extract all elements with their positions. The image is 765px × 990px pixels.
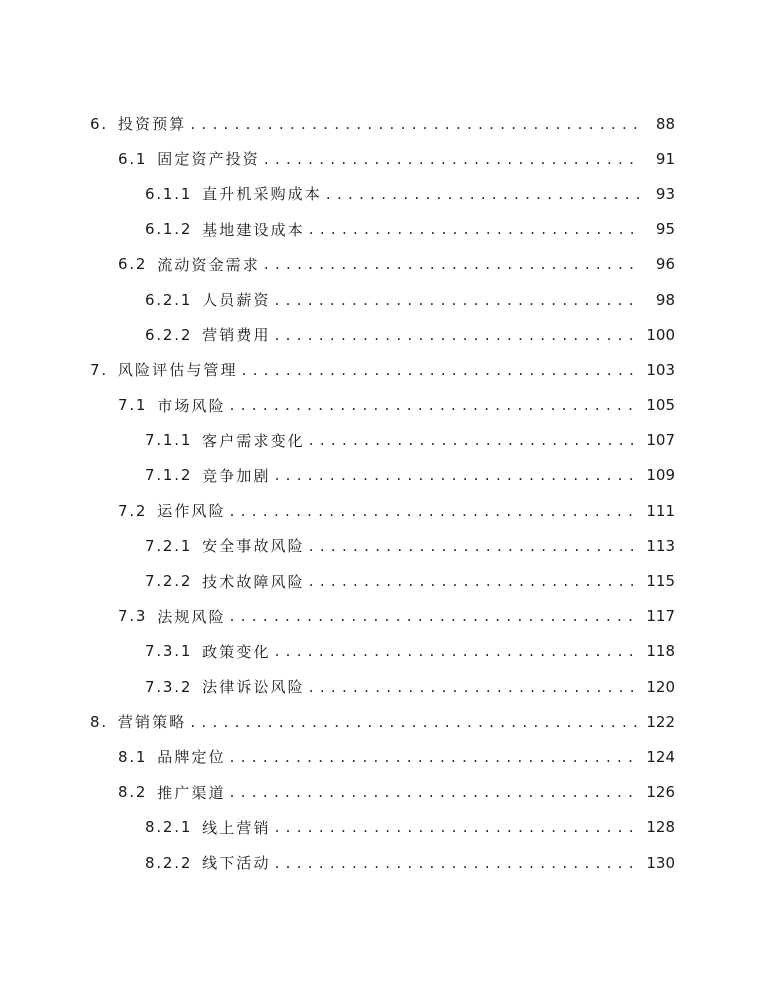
entry-title: 品牌定位 [157, 748, 226, 767]
dot-leader [309, 536, 639, 556]
toc-entry[interactable] [0, 176, 765, 211]
entry-title: 人员薪资 [202, 291, 271, 310]
entry-page-number: 95 [655, 220, 675, 239]
toc-entry[interactable] [0, 563, 765, 598]
entry-number: 7.2.2 [145, 572, 193, 591]
entry-page-number: 130 [646, 853, 675, 872]
toc-entry[interactable] [0, 810, 765, 845]
entry-title: 直升机采购成本 [202, 185, 322, 204]
entry-title: 竞争加剧 [202, 466, 271, 485]
dot-leader [190, 712, 639, 732]
entry-title: 运作风险 [157, 502, 226, 521]
entry-title: 客户需求变化 [202, 431, 305, 450]
table-of-contents [0, 106, 765, 880]
dot-leader [309, 430, 639, 450]
toc-entry[interactable] [0, 599, 765, 634]
dot-leader [230, 501, 639, 521]
dot-leader [326, 184, 639, 204]
toc-entry[interactable] [0, 317, 765, 352]
entry-page-number: 118 [646, 642, 675, 661]
entry-title: 营销策略 [117, 713, 187, 732]
entry-page-number: 88 [655, 114, 675, 133]
dot-leader [309, 571, 639, 591]
dot-leader [190, 114, 639, 134]
entry-page-number: 113 [646, 536, 675, 555]
entry-page-number: 124 [646, 747, 675, 766]
entry-number: 7.3.1 [145, 642, 193, 661]
dot-leader [230, 747, 639, 767]
toc-entry[interactable] [0, 212, 765, 247]
entry-number: 7. [90, 360, 108, 379]
dot-leader [230, 395, 639, 415]
dot-leader [275, 325, 639, 345]
entry-page-number: 105 [646, 396, 675, 415]
entry-page-number: 111 [646, 501, 675, 520]
entry-title: 安全事故风险 [202, 537, 305, 556]
entry-number: 7.1.1 [145, 431, 193, 450]
toc-entry[interactable] [0, 423, 765, 458]
entry-number: 7.2 [118, 501, 148, 520]
entry-number: 6.2.1 [145, 290, 193, 309]
entry-number: 8.2.2 [145, 853, 193, 872]
dot-leader [242, 360, 639, 380]
entry-title: 法规风险 [157, 607, 226, 626]
toc-entry[interactable] [0, 141, 765, 176]
entry-number: 8.1 [118, 747, 148, 766]
toc-entry[interactable] [0, 388, 765, 423]
entry-number: 7.2.1 [145, 536, 193, 555]
entry-title: 固定资产投资 [157, 150, 260, 169]
entry-title: 线上营销 [202, 818, 271, 837]
entry-title: 营销费用 [202, 326, 271, 345]
entry-page-number: 109 [646, 466, 675, 485]
toc-entry[interactable] [0, 775, 765, 810]
toc-entry[interactable] [0, 669, 765, 704]
entry-number: 6.1.2 [145, 220, 193, 239]
entry-number: 7.1.2 [145, 466, 193, 485]
dot-leader [309, 677, 639, 697]
toc-entry[interactable] [0, 282, 765, 317]
dot-leader [264, 254, 639, 274]
toc-entry[interactable] [0, 528, 765, 563]
entry-page-number: 98 [655, 290, 675, 309]
entry-page-number: 103 [646, 360, 675, 379]
entry-page-number: 96 [655, 255, 675, 274]
entry-number: 6.1 [118, 149, 148, 168]
dot-leader [230, 782, 639, 802]
toc-entry[interactable] [0, 739, 765, 774]
entry-number: 6.2.2 [145, 325, 193, 344]
entry-page-number: 117 [646, 607, 675, 626]
entry-page-number: 91 [655, 149, 675, 168]
toc-entry[interactable] [0, 458, 765, 493]
entry-number: 7.3.2 [145, 677, 193, 696]
entry-title: 基地建设成本 [202, 220, 305, 239]
entry-title: 推广渠道 [157, 783, 226, 802]
toc-entry[interactable] [0, 352, 765, 387]
entry-title: 流动资金需求 [157, 255, 260, 274]
entry-page-number: 128 [646, 818, 675, 837]
entry-number: 8.2 [118, 783, 148, 802]
toc-entry[interactable] [0, 634, 765, 669]
entry-title: 风险评估与管理 [117, 361, 238, 380]
toc-entry[interactable] [0, 106, 765, 141]
entry-title: 技术故障风险 [202, 572, 305, 591]
entry-number: 8.2.1 [145, 818, 193, 837]
entry-title: 投资预算 [117, 115, 187, 134]
dot-leader [275, 465, 639, 485]
entry-number: 6.2 [118, 255, 148, 274]
toc-entry[interactable] [0, 493, 765, 528]
dot-leader [275, 290, 639, 310]
entry-page-number: 126 [646, 783, 675, 802]
entry-number: 8. [90, 712, 108, 731]
dot-leader [275, 817, 639, 837]
toc-entry[interactable] [0, 704, 765, 739]
dot-leader [275, 853, 639, 873]
entry-number: 6. [90, 114, 108, 133]
dot-leader [275, 641, 639, 661]
entry-page-number: 115 [646, 572, 675, 591]
entry-page-number: 122 [646, 712, 675, 731]
entry-number: 6.1.1 [145, 184, 193, 203]
toc-entry[interactable] [0, 845, 765, 880]
entry-title: 法律诉讼风险 [202, 678, 305, 697]
entry-title: 线下活动 [202, 854, 271, 873]
entry-number: 7.1 [118, 396, 148, 415]
entry-page-number: 100 [646, 325, 675, 344]
entry-title: 政策变化 [202, 642, 271, 661]
entry-title: 市场风险 [157, 396, 226, 415]
toc-entry[interactable] [0, 247, 765, 282]
entry-page-number: 93 [655, 184, 675, 203]
dot-leader [230, 606, 639, 626]
entry-page-number: 107 [646, 431, 675, 450]
dot-leader [309, 219, 639, 239]
entry-page-number: 120 [646, 677, 675, 696]
dot-leader [264, 149, 639, 169]
entry-number: 7.3 [118, 607, 148, 626]
